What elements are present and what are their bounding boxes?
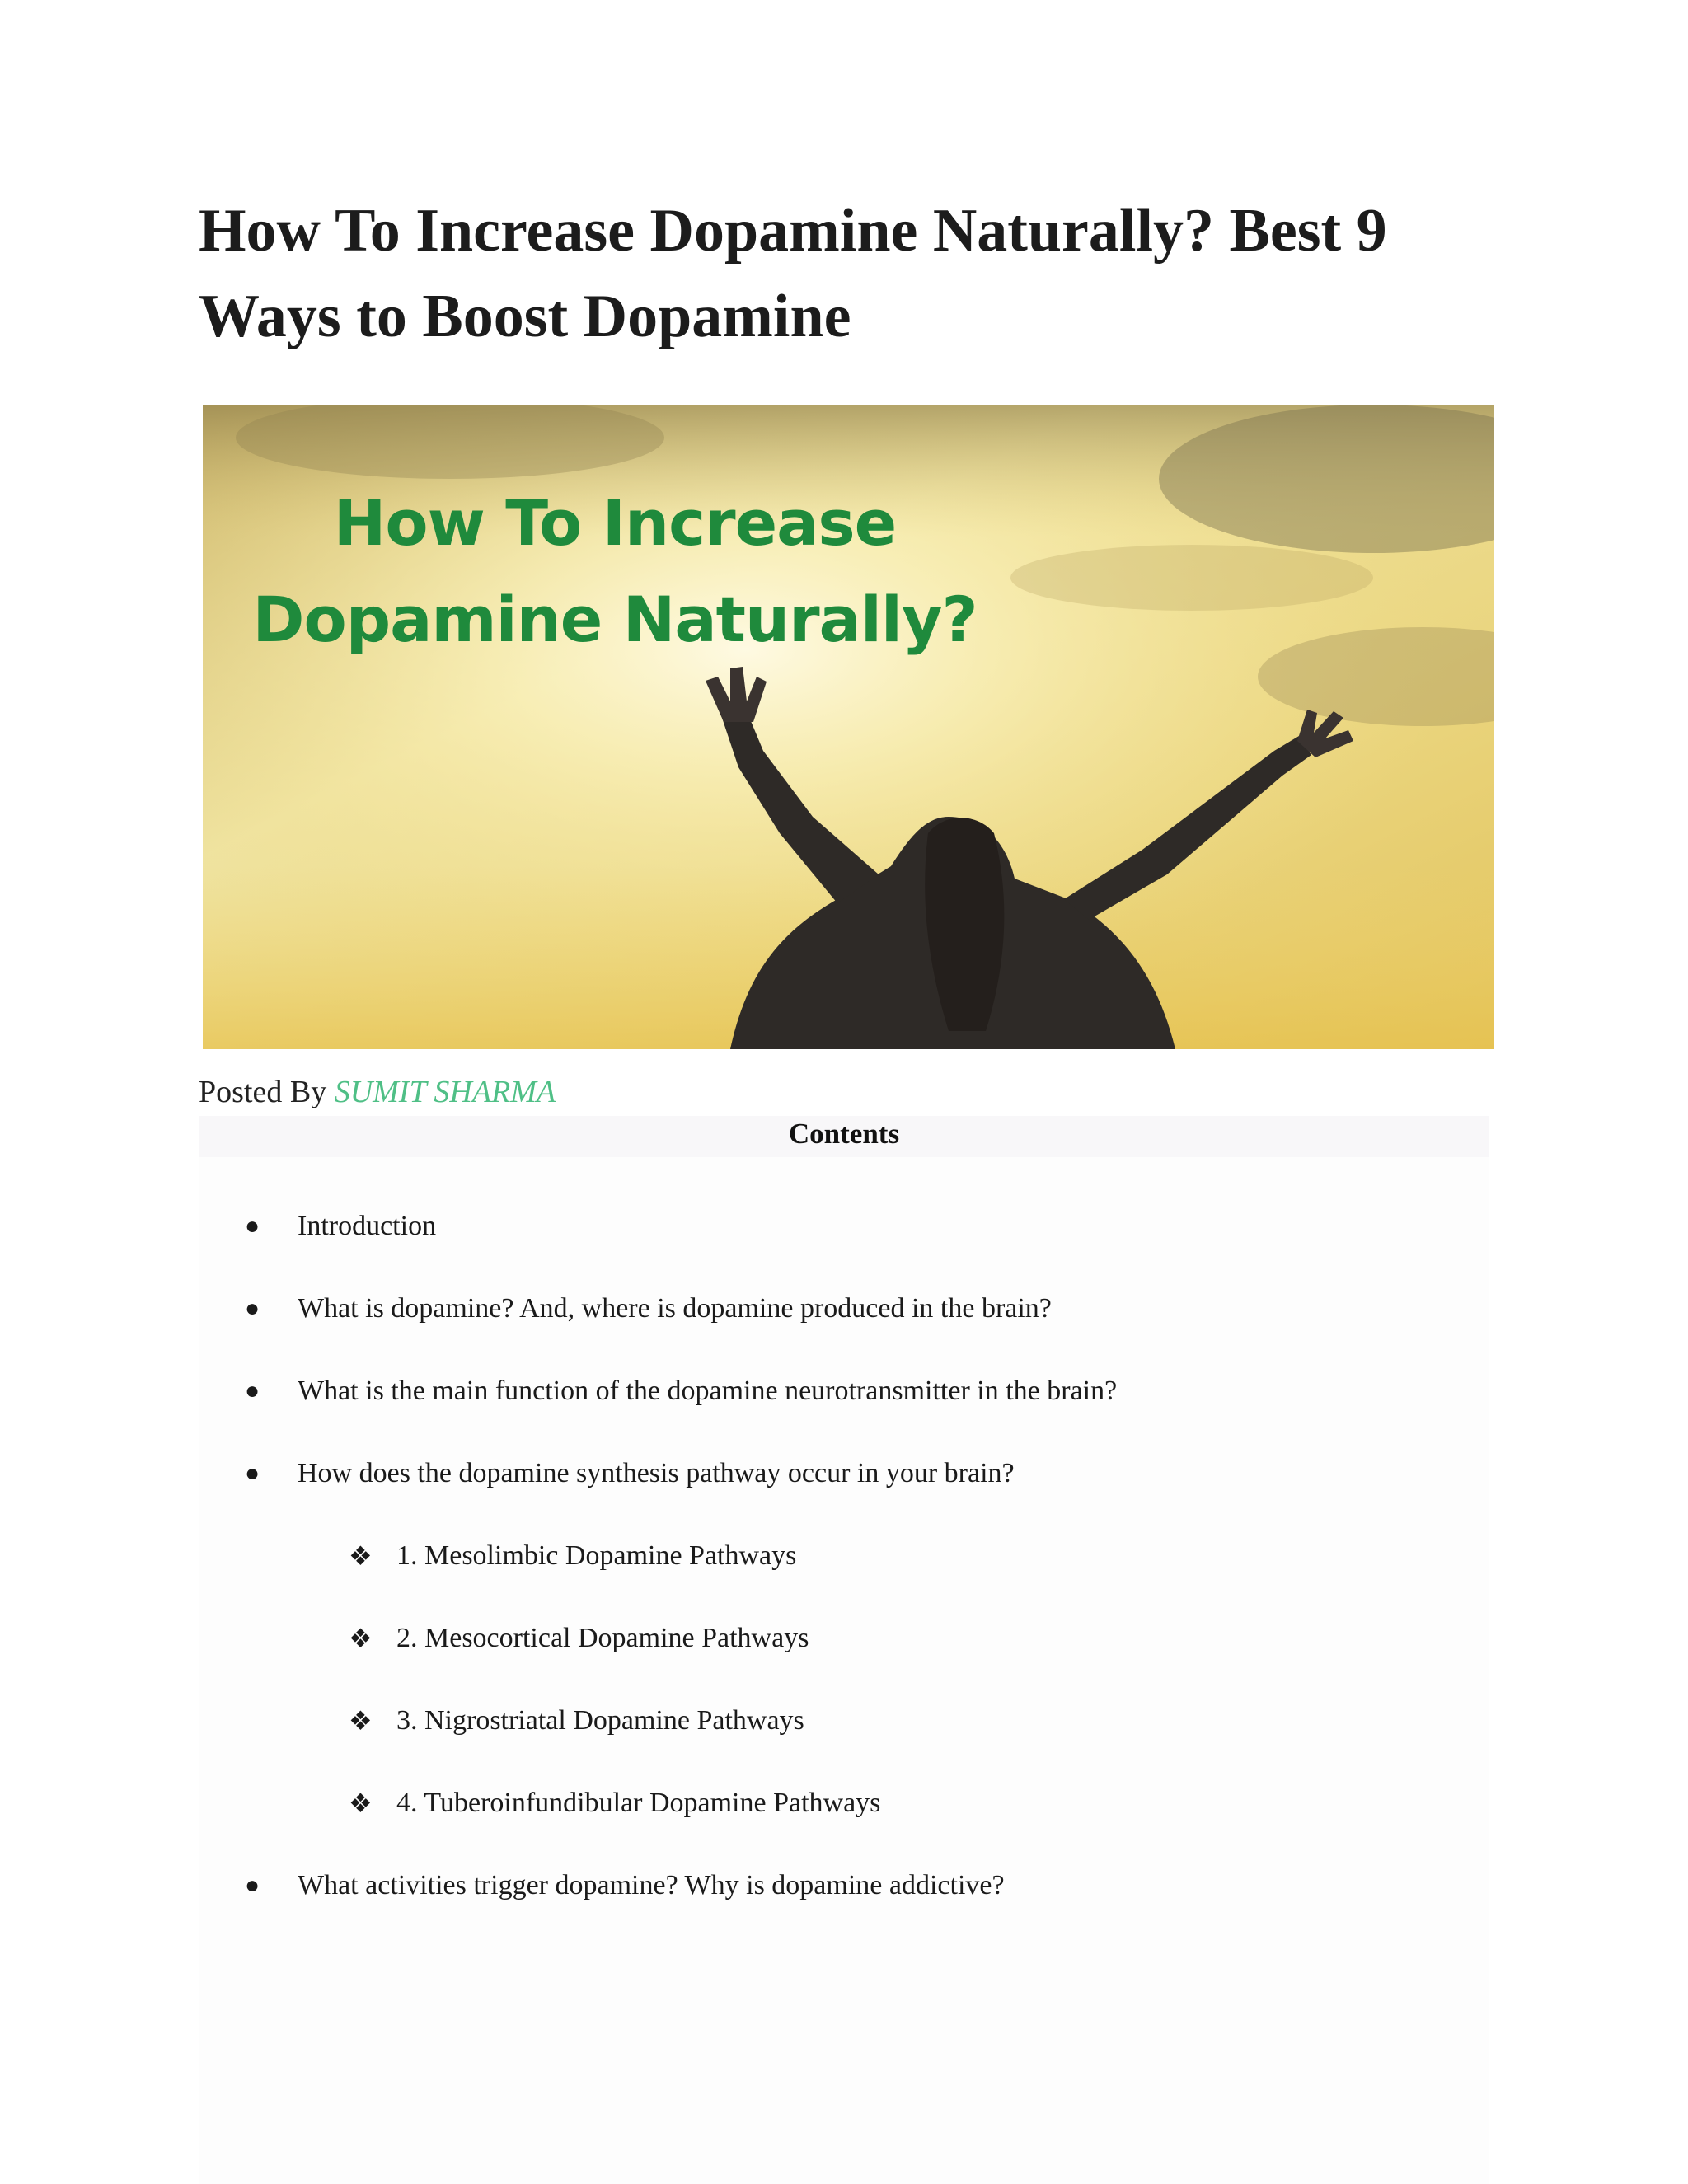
toc-item-label: Introduction (298, 1211, 437, 1241)
bullet-icon: ● (245, 1460, 260, 1487)
toc-item[interactable] (245, 1208, 437, 1244)
toc-item[interactable] (245, 1291, 1052, 1327)
toc-subitem[interactable] (349, 1785, 881, 1821)
toc-item-label: How does the dopamine synthesis pathway occur in your brain? (298, 1458, 1015, 1488)
toc-subitem[interactable] (349, 1538, 797, 1574)
toc-item-label: What is the main function of the dopamine neurotransmitter in the brain? (298, 1376, 1118, 1406)
toc-item-label: 2. Mesocortical Dopamine Pathways (396, 1623, 809, 1653)
table-of-contents (199, 1157, 1489, 2184)
bullet-icon: ● (245, 1377, 260, 1404)
diamond-bullet-icon: ❖ (349, 1624, 373, 1653)
bullet-icon: ● (245, 1872, 260, 1899)
toc-item-label: 4. Tuberoinfundibular Dopamine Pathways (396, 1788, 881, 1818)
byline (199, 1071, 556, 1113)
toc-item[interactable] (245, 1373, 1118, 1409)
toc-item[interactable] (245, 1455, 1015, 1492)
toc-item[interactable] (245, 1868, 1005, 1904)
toc-subitem[interactable] (349, 1620, 809, 1657)
diamond-bullet-icon: ❖ (349, 1788, 373, 1818)
contents-heading: Contents (199, 1116, 1489, 1157)
diamond-bullet-icon: ❖ (349, 1541, 373, 1571)
page-title: How To Increase Dopamine Naturally? Best 9 Ways to Boost Dopamine (199, 197, 1387, 350)
toc-item-label: 1. Mesolimbic Dopamine Pathways (396, 1540, 797, 1571)
author-link[interactable]: SUMIT SHARMA (334, 1075, 556, 1109)
toc-subitem[interactable] (349, 1703, 804, 1739)
hero-image (203, 405, 1494, 1049)
toc-item-label: What activities trigger dopamine? Why is dopamine addictive? (298, 1870, 1005, 1900)
bullet-icon: ● (245, 1295, 260, 1322)
bullet-icon: ● (245, 1212, 260, 1240)
hero-heading-line: Dopamine Naturally? (252, 583, 978, 656)
toc-item-label: What is dopamine? And, where is dopamine produced in the brain? (298, 1293, 1052, 1324)
toc-item-label: 3. Nigrostriatal Dopamine Pathways (396, 1705, 804, 1736)
hero-heading (203, 475, 1027, 668)
diamond-bullet-icon: ❖ (349, 1706, 373, 1736)
hero-heading-line: How To Increase (333, 486, 897, 560)
byline-label: Posted By (199, 1075, 327, 1109)
